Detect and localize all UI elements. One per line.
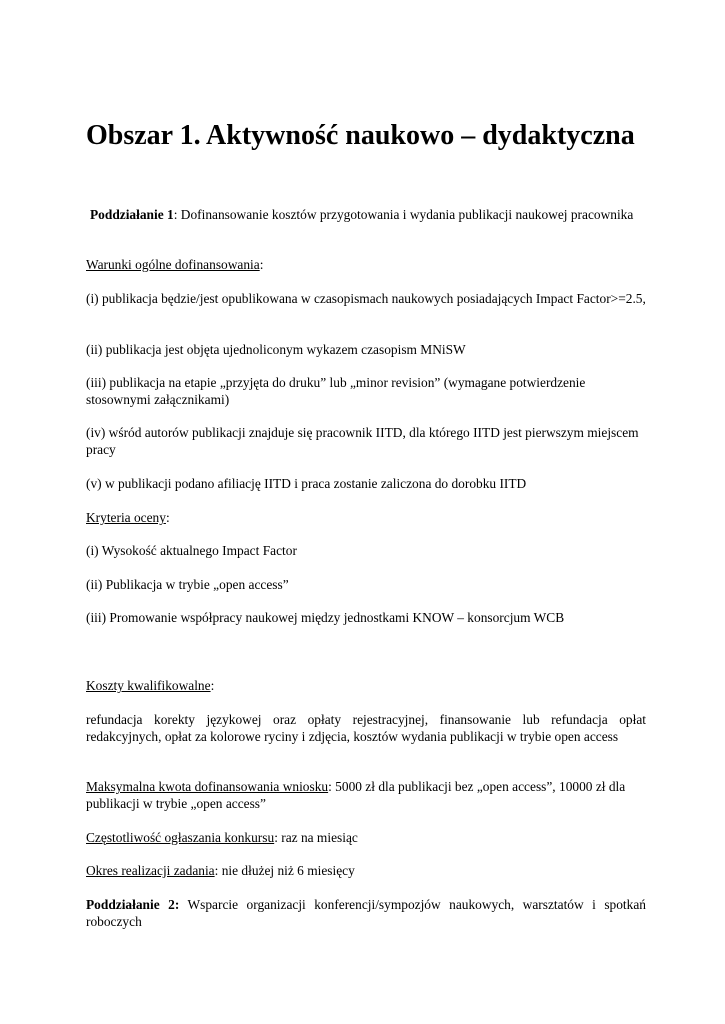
condition-item: (iv) wśród autorów publikacji znajduje się pracownik IITD, dla którego IITD jest pierwszym miejscem pracy	[86, 425, 639, 457]
condition-item: (v) w publikacji podano afiliację IITD i praca zostanie zaliczona do dorobku IITD	[86, 476, 527, 491]
max-amount-paragraph	[86, 778, 646, 812]
eligible-costs-text: refundacja korekty językowej oraz opłaty rejestracyjnej, finansowanie lub refundacja opłat redakcyjnych, opłat za kolorowe ryciny i zdjęcia, kosztów wydania publikacji w trybie open access	[86, 712, 646, 744]
eligible-costs-label: Koszty kwalifikowalne	[86, 678, 211, 693]
criteria-item: (ii) Publikacja w trybie „open access”	[86, 577, 289, 592]
frequency-paragraph	[86, 829, 646, 846]
criteria-label: Kryteria oceny	[86, 510, 166, 525]
subaction-2-paragraph	[86, 896, 646, 930]
subaction-1-paragraph	[90, 206, 646, 223]
criteria-item: (iii) Promowanie współpracy naukowej między jednostkami KNOW – konsorcjum WCB	[86, 610, 565, 625]
duration-label: Okres realizacji zadania	[86, 863, 215, 878]
condition-item: (ii) publikacja jest objęta ujednoliconym wykazem czasopism MNiSW	[86, 342, 466, 357]
eligible-costs-heading	[86, 677, 646, 694]
criteria-colon: :	[165, 510, 170, 525]
frequency-text: : raz na miesiąc	[274, 830, 358, 845]
general-conditions-colon: :	[259, 257, 264, 272]
criteria-item: (i) Wysokość aktualnego Impact Factor	[86, 543, 297, 558]
document-heading: Obszar 1. Aktywność naukowo – dydaktyczna	[86, 120, 635, 151]
max-amount-label: Maksymalna kwota dofinansowania wniosku	[86, 779, 329, 794]
general-conditions-heading	[86, 256, 646, 273]
subaction-2-label: Poddziałanie 2:	[86, 897, 180, 912]
subaction-1-text: : Dofinansowanie kosztów przygotowania i wydania publikacji naukowej pracownika	[173, 207, 634, 222]
condition-item: (i) publikacja będzie/jest opublikowana w czasopismach naukowych posiadających Impact Factor>=2.5,	[86, 291, 646, 306]
subaction-2-text: Wsparcie organizacji konferencji/sympozjów naukowych, warsztatów i spotkań roboczych	[86, 897, 646, 929]
subaction-1-label: Poddziałanie 1	[90, 207, 174, 222]
general-conditions-label: Warunki ogólne dofinansowania	[86, 257, 260, 272]
duration-text: : nie dłużej niż 6 miesięcy	[214, 863, 355, 878]
duration-paragraph	[86, 862, 646, 879]
condition-item: (iii) publikacja na etapie „przyjęta do druku” lub „minor revision” (wymagane potwierdzenie stosownymi załącznikami)	[86, 375, 586, 407]
eligible-costs-colon: :	[210, 678, 215, 693]
max-amount-text: : 5000 zł dla publikacji bez „open access”, 10000 zł dla publikacji w trybie „open access”	[86, 779, 626, 811]
frequency-label: Częstotliwość ogłaszania konkursu	[86, 830, 275, 845]
criteria-heading	[86, 509, 646, 526]
